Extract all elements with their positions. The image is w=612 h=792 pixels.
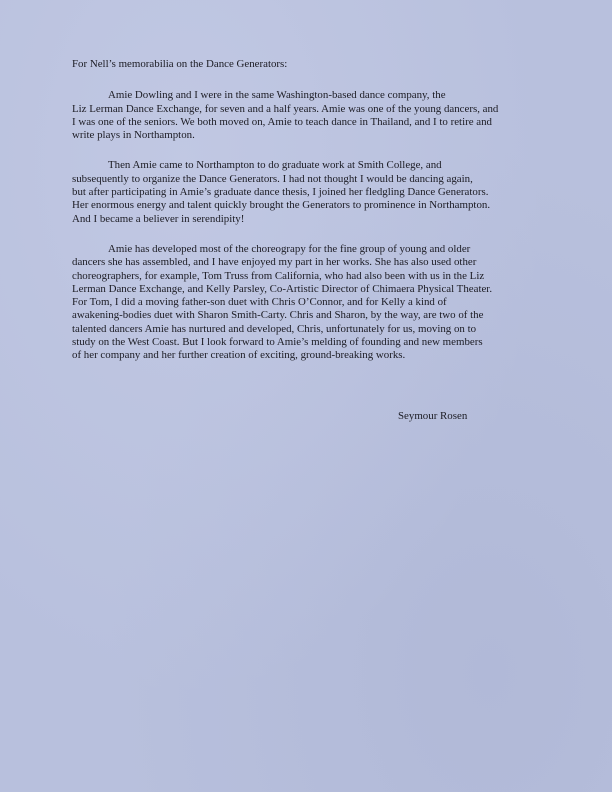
paragraph-3 bbox=[72, 243, 552, 363]
paragraph-line: Liz Lerman Dance Exchange, for seven and a half years. Amie was one of the young dancers, and bbox=[72, 102, 499, 115]
paragraph-line: Her enormous energy and talent quickly brought the Generators to prominence in Northampton. bbox=[72, 199, 491, 212]
paragraph-line: Lerman Dance Exchange, and Kelly Parsley, Co-Artistic Director of Chimaera Physical Theater. bbox=[72, 282, 493, 295]
paragraph-line: Then Amie came to Northampton to do graduate work at Smith College, and bbox=[108, 159, 442, 172]
paragraph-line: study on the West Coast. But I look forward to Amie’s melding of founding and new members bbox=[72, 336, 483, 349]
paragraph-line: write plays in Northampton. bbox=[72, 129, 195, 142]
paragraph-line: For Tom, I did a moving father-son duet with Chris O’Connor, and for Kelly a kind of bbox=[72, 296, 447, 309]
paragraph-line: Amie has developed most of the choreograpy for the fine group of young and older bbox=[108, 242, 471, 255]
paragraph-line: choreographers, for example, Tom Truss from California, who had also been with us in the Liz bbox=[72, 269, 485, 282]
paragraph-line: awakening-bodies duet with Sharon Smith-Carty. Chris and Sharon, by the way, are two of the bbox=[72, 309, 484, 322]
paragraph-1 bbox=[72, 89, 552, 142]
paragraph-2 bbox=[72, 159, 552, 225]
paragraph-line: but after participating in Amie’s graduate dance thesis, I joined her fledgling Dance Generators. bbox=[72, 186, 489, 199]
paragraph-line: subsequently to organize the Dance Generators. I had not thought I would be dancing again, bbox=[72, 172, 473, 185]
letter-signature: Seymour Rosen bbox=[398, 410, 468, 422]
paragraph-line: And I became a believer in serendipity! bbox=[72, 212, 245, 225]
letter-salutation: For Nell’s memorabilia on the Dance Generators: bbox=[72, 58, 288, 70]
letter-body bbox=[72, 58, 552, 422]
paragraph-line: dancers she has assembled, and I have enjoyed my part in her works. She has also used other bbox=[72, 256, 477, 269]
paragraph-line: I was one of the seniors. We both moved on, Amie to teach dance in Thailand, and I to retire and bbox=[72, 115, 493, 128]
paragraph-line: of her company and her further creation of exciting, ground-breaking works. bbox=[72, 349, 406, 362]
paragraph-line: talented dancers Amie has nurtured and developed, Chris, unfortunately for us, moving on to bbox=[72, 322, 477, 335]
paragraph-line: Amie Dowling and I were in the same Washington-based dance company, the bbox=[108, 89, 446, 102]
